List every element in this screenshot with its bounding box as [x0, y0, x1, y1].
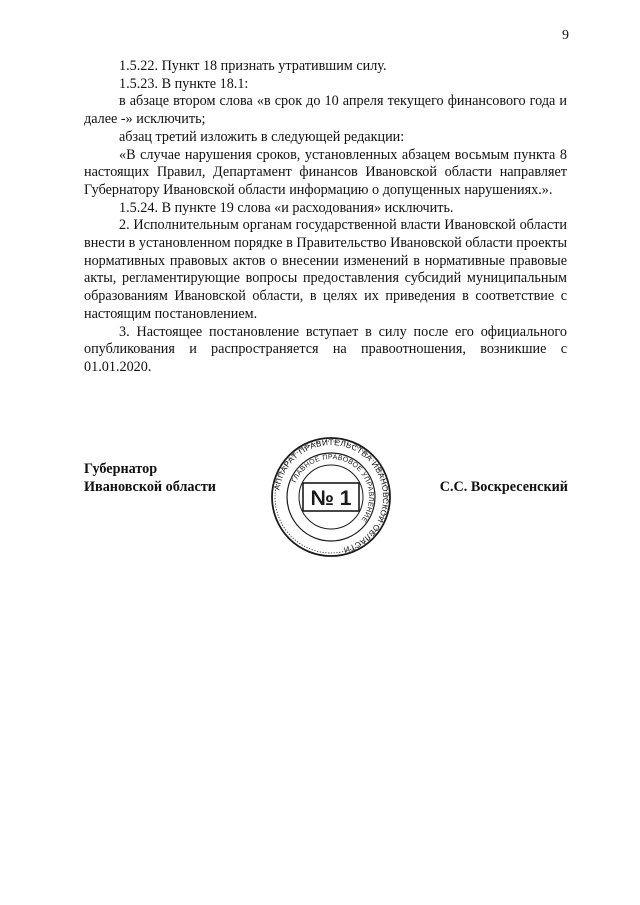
paragraph-2: 2. Исполнительным органам государственной власти Ивановской области внести в установленном порядке в Правительство Ивановской области проекты нормативных правовых актов о внесении изменений в нормативные правовые акты, регламентирующие вопросы предоставления субсидий муниципальным образованиям Ивановской области, в целях их приведения в соответствие с настоящим постановлением. [84, 217, 567, 322]
paragraph-1-5-22: 1.5.22. Пункт 18 признать утратившим силу. [119, 58, 387, 74]
official-seal-stamp [270, 436, 392, 558]
paragraph-abzac-vtoroy: в абзаце втором слова «в срок до 10 апреля текущего финансового года и далее -» исключить; [84, 93, 567, 128]
document-body [84, 58, 567, 377]
signatory-title-line2: Ивановской области [84, 479, 216, 495]
seal-center-number: № 1 [310, 487, 352, 510]
signatory-name: С.С. Воскресенский [439, 479, 568, 495]
signatory-title-line1: Губернатор [84, 461, 158, 477]
paragraph-abzac-tretiy: абзац третий изложить в следующей редакции: [119, 128, 405, 145]
page-number: 9 [562, 28, 569, 43]
paragraph-quote: «В случае нарушения сроков, установленных абзацем восьмым пункта 8 настоящих Правил, Департамент финансов Ивановской области направляет Губернатору Ивановской области информацию о допущенных нарушениях.». [84, 146, 567, 198]
paragraph-3: 3. Настоящее постановление вступает в силу после его официального опубликования и распространяется на правоотношения, возникшие с 01.01.2020. [84, 323, 567, 375]
seal-inner-text: ГЛАВНОЕ ПРАВОВОЕ УПРАВЛЕНИЕ [291, 453, 375, 524]
seal-outer-text: АППАРАТ ПРАВИТЕЛЬСТВА ИВАНОВСКОЙ ОБЛАСТИ [272, 437, 391, 555]
signature-block [84, 437, 568, 556]
signatory-title [84, 460, 216, 496]
paragraph-1-5-24: 1.5.24. В пункте 19 слова «и расходования» исключить. [119, 199, 454, 216]
paragraph-1-5-23: 1.5.23. В пункте 18.1: [119, 75, 249, 92]
